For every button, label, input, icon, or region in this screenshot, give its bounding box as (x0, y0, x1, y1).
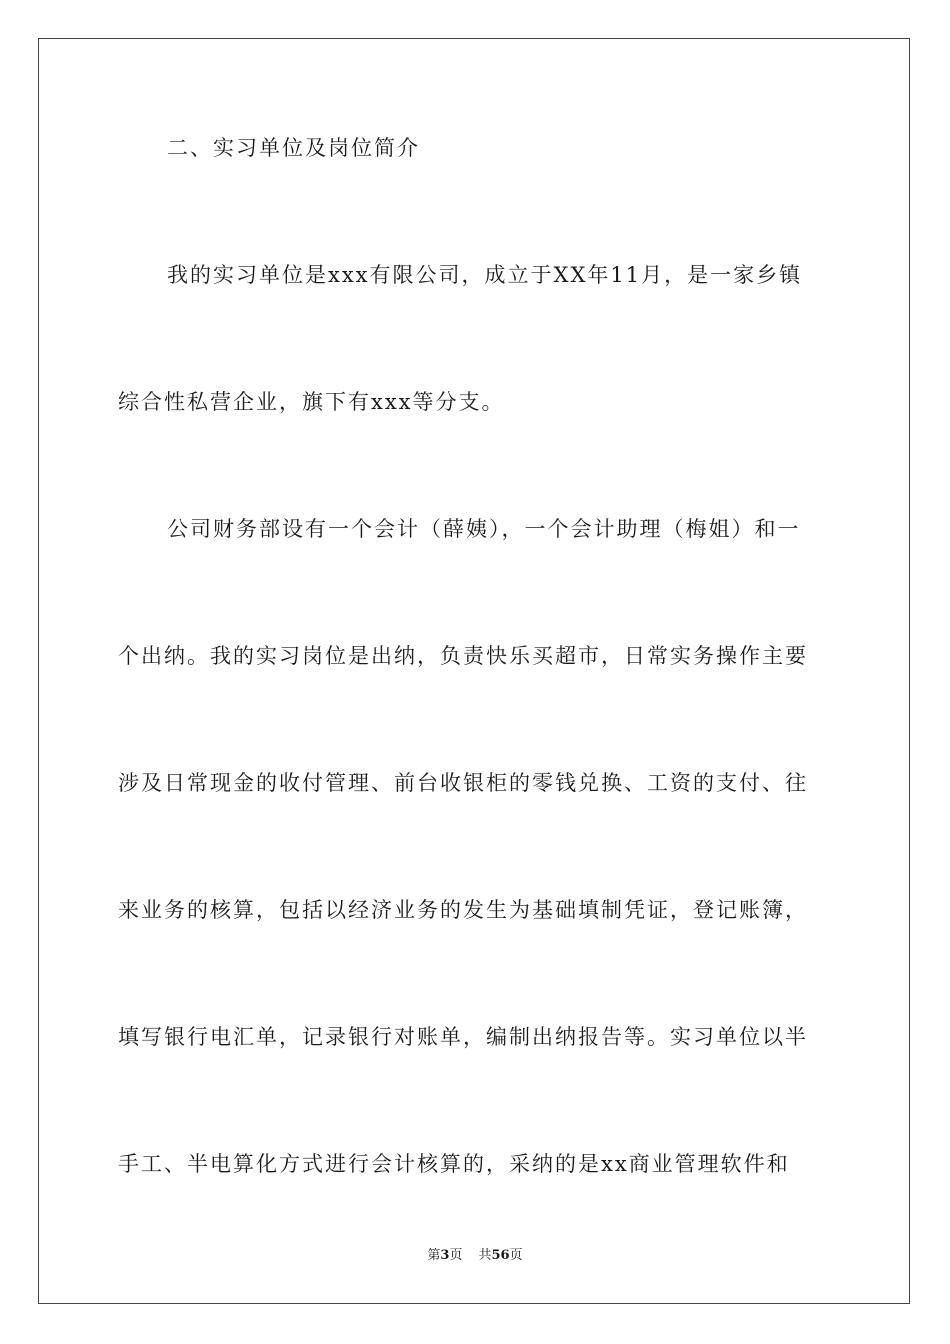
paragraph-line-2: 综合性私营企业，旗下有xxx等分支。 (118, 390, 505, 414)
paragraph-line-6: 来业务的核算，包括以经济业务的发生为基础填制凭证，登记账簿， (118, 898, 808, 922)
page-footer (0, 1247, 950, 1265)
paragraph-line-7: 填写银行电汇单，记录银行对账单，编制出纳报告等。实习单位以半 (118, 1025, 808, 1049)
page-suffix: 页 (449, 1248, 463, 1263)
page-border (38, 38, 910, 1304)
paragraph-line-1: 我的实习单位是xxx有限公司，成立于XX年11月，是一家乡镇 (167, 263, 803, 287)
paragraph-line-3: 公司财务部设有一个会计（薛姨），一个会计助理（梅姐）和一 (167, 517, 801, 541)
total-pages: 56 (491, 1248, 510, 1263)
paragraph-line-4: 个出纳。我的实习岗位是出纳，负责快乐买超市，日常实务操作主要 (118, 644, 808, 668)
page-number: 3 (440, 1248, 450, 1263)
total-prefix: 共 (478, 1248, 492, 1263)
paragraph-line-5: 涉及日常现金的收付管理、前台收银柜的零钱兑换、工资的支付、往 (118, 771, 808, 795)
page-prefix: 第 (427, 1248, 441, 1263)
total-suffix: 页 (509, 1248, 523, 1263)
paragraph-line-8: 手工、半电算化方式进行会计核算的，采纳的是xx商业管理软件和 (118, 1152, 790, 1176)
section-heading: 二、实习单位及岗位简介 (167, 136, 420, 160)
